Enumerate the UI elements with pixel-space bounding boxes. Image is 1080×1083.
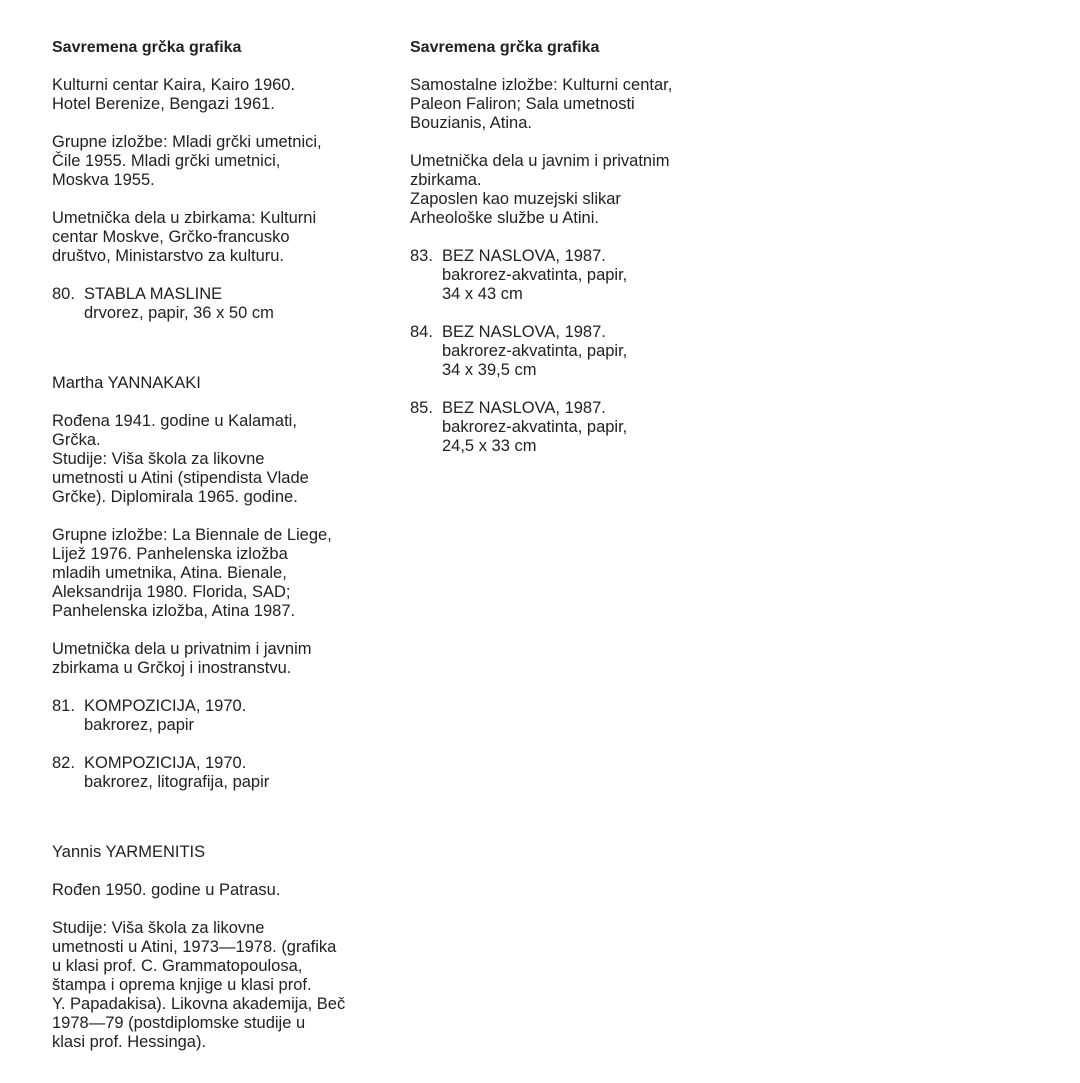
text-line: klasi prof. Hessinga). <box>52 1033 207 1051</box>
text-line: zbirkama u Grčkoj i inostranstvu. <box>52 659 292 677</box>
text-line: zbirkama. <box>410 171 482 189</box>
text-line: Moskva 1955. <box>52 171 155 189</box>
text-line: umetnosti u Atini, 1973—1978. (grafika <box>52 938 337 956</box>
text-line: Panhelenska izložba, Atina 1987. <box>52 602 296 620</box>
group-exhibitions-block <box>52 133 392 190</box>
item-description: drvorez, papir, 36 x 50 cm <box>84 304 274 322</box>
text-line: Paleon Faliron; Sala umetnosti <box>410 95 635 113</box>
artist-name-yannakaki: Martha YANNAKAKI <box>52 374 201 392</box>
collections-block <box>52 209 392 266</box>
text-line: Grupne izložbe: La Biennale de Liege, <box>52 526 332 544</box>
born-line: Rođen 1950. godine u Patrasu. <box>52 881 281 899</box>
text-line: Umetnička dela u privatnim i javnim <box>52 640 312 658</box>
item-description: bakrorez-akvatinta, papir, <box>442 342 628 360</box>
bio-block <box>52 412 392 507</box>
item-number: 83. <box>410 247 433 265</box>
text-line: Umetnička dela u zbirkama: Kulturni <box>52 209 317 227</box>
item-title: BEZ NASLOVA, 1987. <box>442 323 606 341</box>
collections-block <box>410 152 740 228</box>
item-number: 84. <box>410 323 433 341</box>
item-dimensions: 34 x 43 cm <box>442 285 523 303</box>
catalog-item-83 <box>410 247 740 304</box>
item-title: BEZ NASLOVA, 1987. <box>442 399 606 417</box>
text-line: Studije: Viša škola za likovne <box>52 450 265 468</box>
artist-name-yarmenitis: Yannis YARMENITIS <box>52 843 206 861</box>
catalog-item-80 <box>52 285 392 323</box>
catalog-item-82 <box>52 754 392 792</box>
text-line: Grčke). Diplomirala 1965. godine. <box>52 488 298 506</box>
text-line: Bouzianis, Atina. <box>410 114 532 132</box>
item-dimensions: 34 x 39,5 cm <box>442 361 537 379</box>
text-line: mladih umetnika, Atina. Bienale, <box>52 564 287 582</box>
text-line: Y. Papadakisa). Likovna akademija, Beč <box>52 995 346 1013</box>
collections-block <box>52 640 392 678</box>
item-number: 80. <box>52 285 75 303</box>
text-line: Studije: Viša škola za likovne <box>52 919 265 937</box>
text-line: Čile 1955. Mladi grčki umetnici, <box>52 152 281 170</box>
text-line: štampa i oprema knjige u klasi prof. <box>52 976 312 994</box>
item-number: 82. <box>52 754 75 772</box>
left-column <box>52 0 392 1052</box>
text-line: Kulturni centar Kaira, Kairo 1960. <box>52 76 296 94</box>
text-line: Grupne izložbe: Mladi grčki umetnici, <box>52 133 322 151</box>
item-description: bakrorez, litografija, papir <box>84 773 270 791</box>
text-line: Hotel Berenize, Bengazi 1961. <box>52 95 275 113</box>
text-line: umetnosti u Atini (stipendista Vlade <box>52 469 309 487</box>
text-line: Liјež 1976. Panhelenska izložba <box>52 545 288 563</box>
text-line: Zaposlen kao muzejski slikar <box>410 190 621 208</box>
text-line: Rođena 1941. godine u Kalamati, <box>52 412 297 430</box>
solo-exhibitions-block <box>410 76 740 133</box>
text-line: Samostalne izložbe: Kulturni centar, <box>410 76 673 94</box>
text-line: Aleksandrija 1980. Florida, SAD; <box>52 583 291 601</box>
text-line: Arheološke službe u Atini. <box>410 209 599 227</box>
catalog-item-81 <box>52 697 392 735</box>
text-line: Umetnička dela u javnim i privatnim <box>410 152 670 170</box>
item-title: BEZ NASLOVA, 1987. <box>442 247 606 265</box>
item-title: KOMPOZICIJA, 1970. <box>84 754 247 772</box>
item-number: 85. <box>410 399 433 417</box>
item-title: KOMPOZICIJA, 1970. <box>84 697 247 715</box>
catalog-item-84 <box>410 323 740 380</box>
page-header-right: Savremena grčka grafika <box>410 39 600 56</box>
item-title: STABLA MASLINE <box>84 285 223 303</box>
page-header-left: Savremena grčka grafika <box>52 39 242 56</box>
text-line: Grčka. <box>52 431 101 449</box>
right-column <box>410 0 740 456</box>
item-description: bakrorez-akvatinta, papir, <box>442 266 628 284</box>
text-line: društvo, Ministarstvo za kulturu. <box>52 247 284 265</box>
group-exhibitions-block <box>52 526 392 621</box>
text-line: u klasi prof. C. Grammatopoulosa, <box>52 957 303 975</box>
catalog-item-85 <box>410 399 740 456</box>
item-dimensions: 24,5 x 33 cm <box>442 437 537 455</box>
intro-block <box>52 76 392 114</box>
item-number: 81. <box>52 697 75 715</box>
text-line: 1978—79 (postdiplomske studije u <box>52 1014 306 1032</box>
studies-block <box>52 919 392 1052</box>
item-description: bakrorez-akvatinta, papir, <box>442 418 628 436</box>
item-description: bakrorez, papir <box>84 716 195 734</box>
text-line: centar Moskve, Grčko-francusko <box>52 228 290 246</box>
